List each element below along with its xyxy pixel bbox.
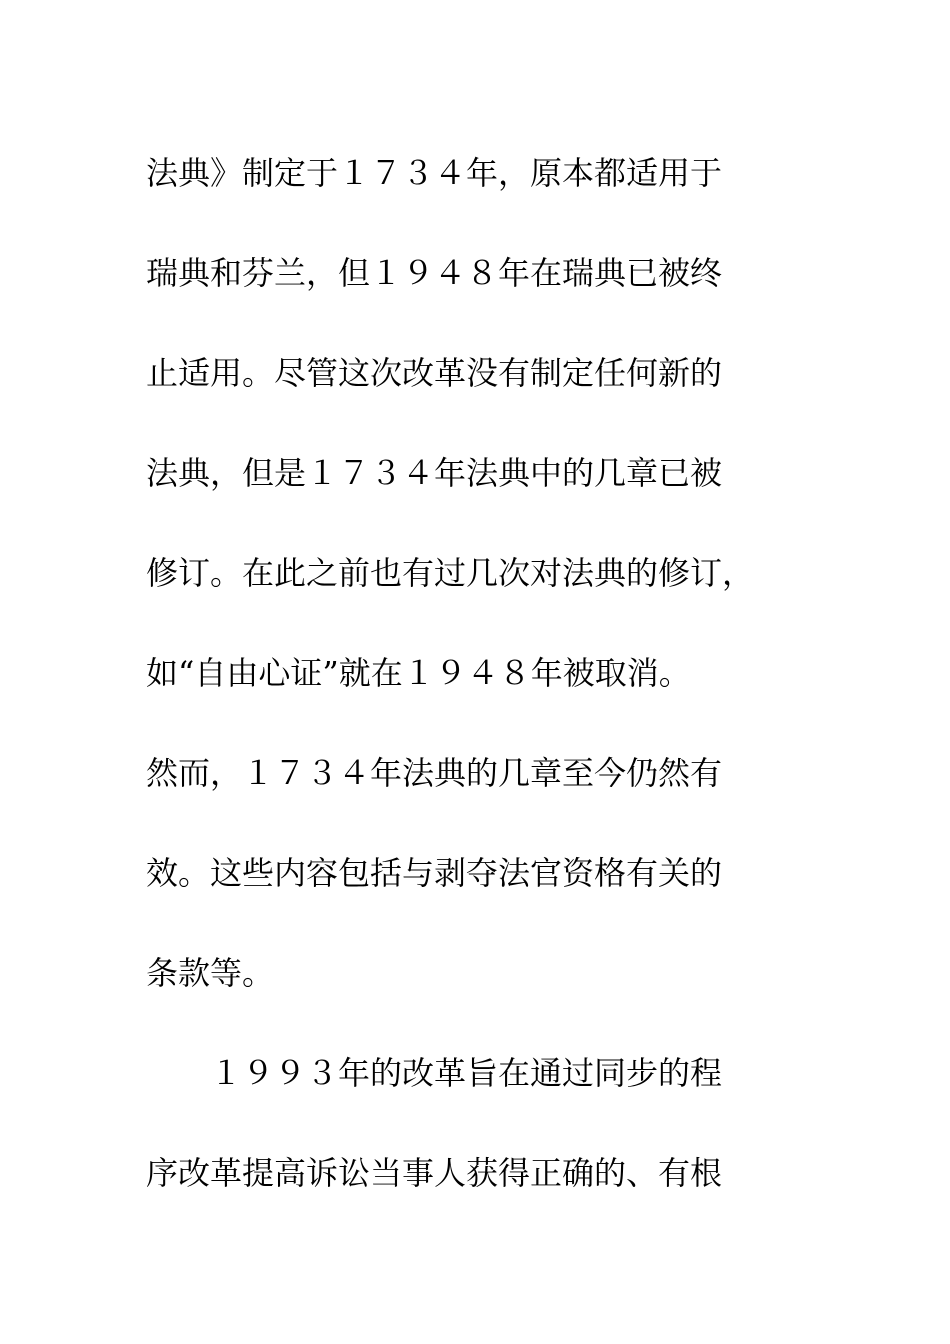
text-line: 然而，１７３４年法典的几章至今仍然有 [146,754,723,792]
text-line: 条款等。 [146,954,275,992]
body-text [146,123,806,1223]
text-line: 止适用。尽管这次改革没有制定任何新的 [146,354,723,392]
text-line: 修订。在此之前也有过几次对法典的修订， [146,554,755,592]
text-line: 法典，但是１７３４年法典中的几章已被 [146,454,723,492]
text-line: 效。这些内容包括与剥夺法官资格有关的 [146,854,723,892]
text-line: 如“自由心证”就在１９４８年被取消。 [146,654,691,692]
text-line: 序改革提高诉讼当事人获得正确的、有根 [146,1154,723,1192]
text-line: 瑞典和芬兰，但１９４８年在瑞典已被终 [146,254,723,292]
paragraph-start-line: １９９３年的改革旨在通过同步的程 [210,1054,723,1092]
text-line: 法典》制定于１７３４年，原本都适用于 [146,154,723,192]
